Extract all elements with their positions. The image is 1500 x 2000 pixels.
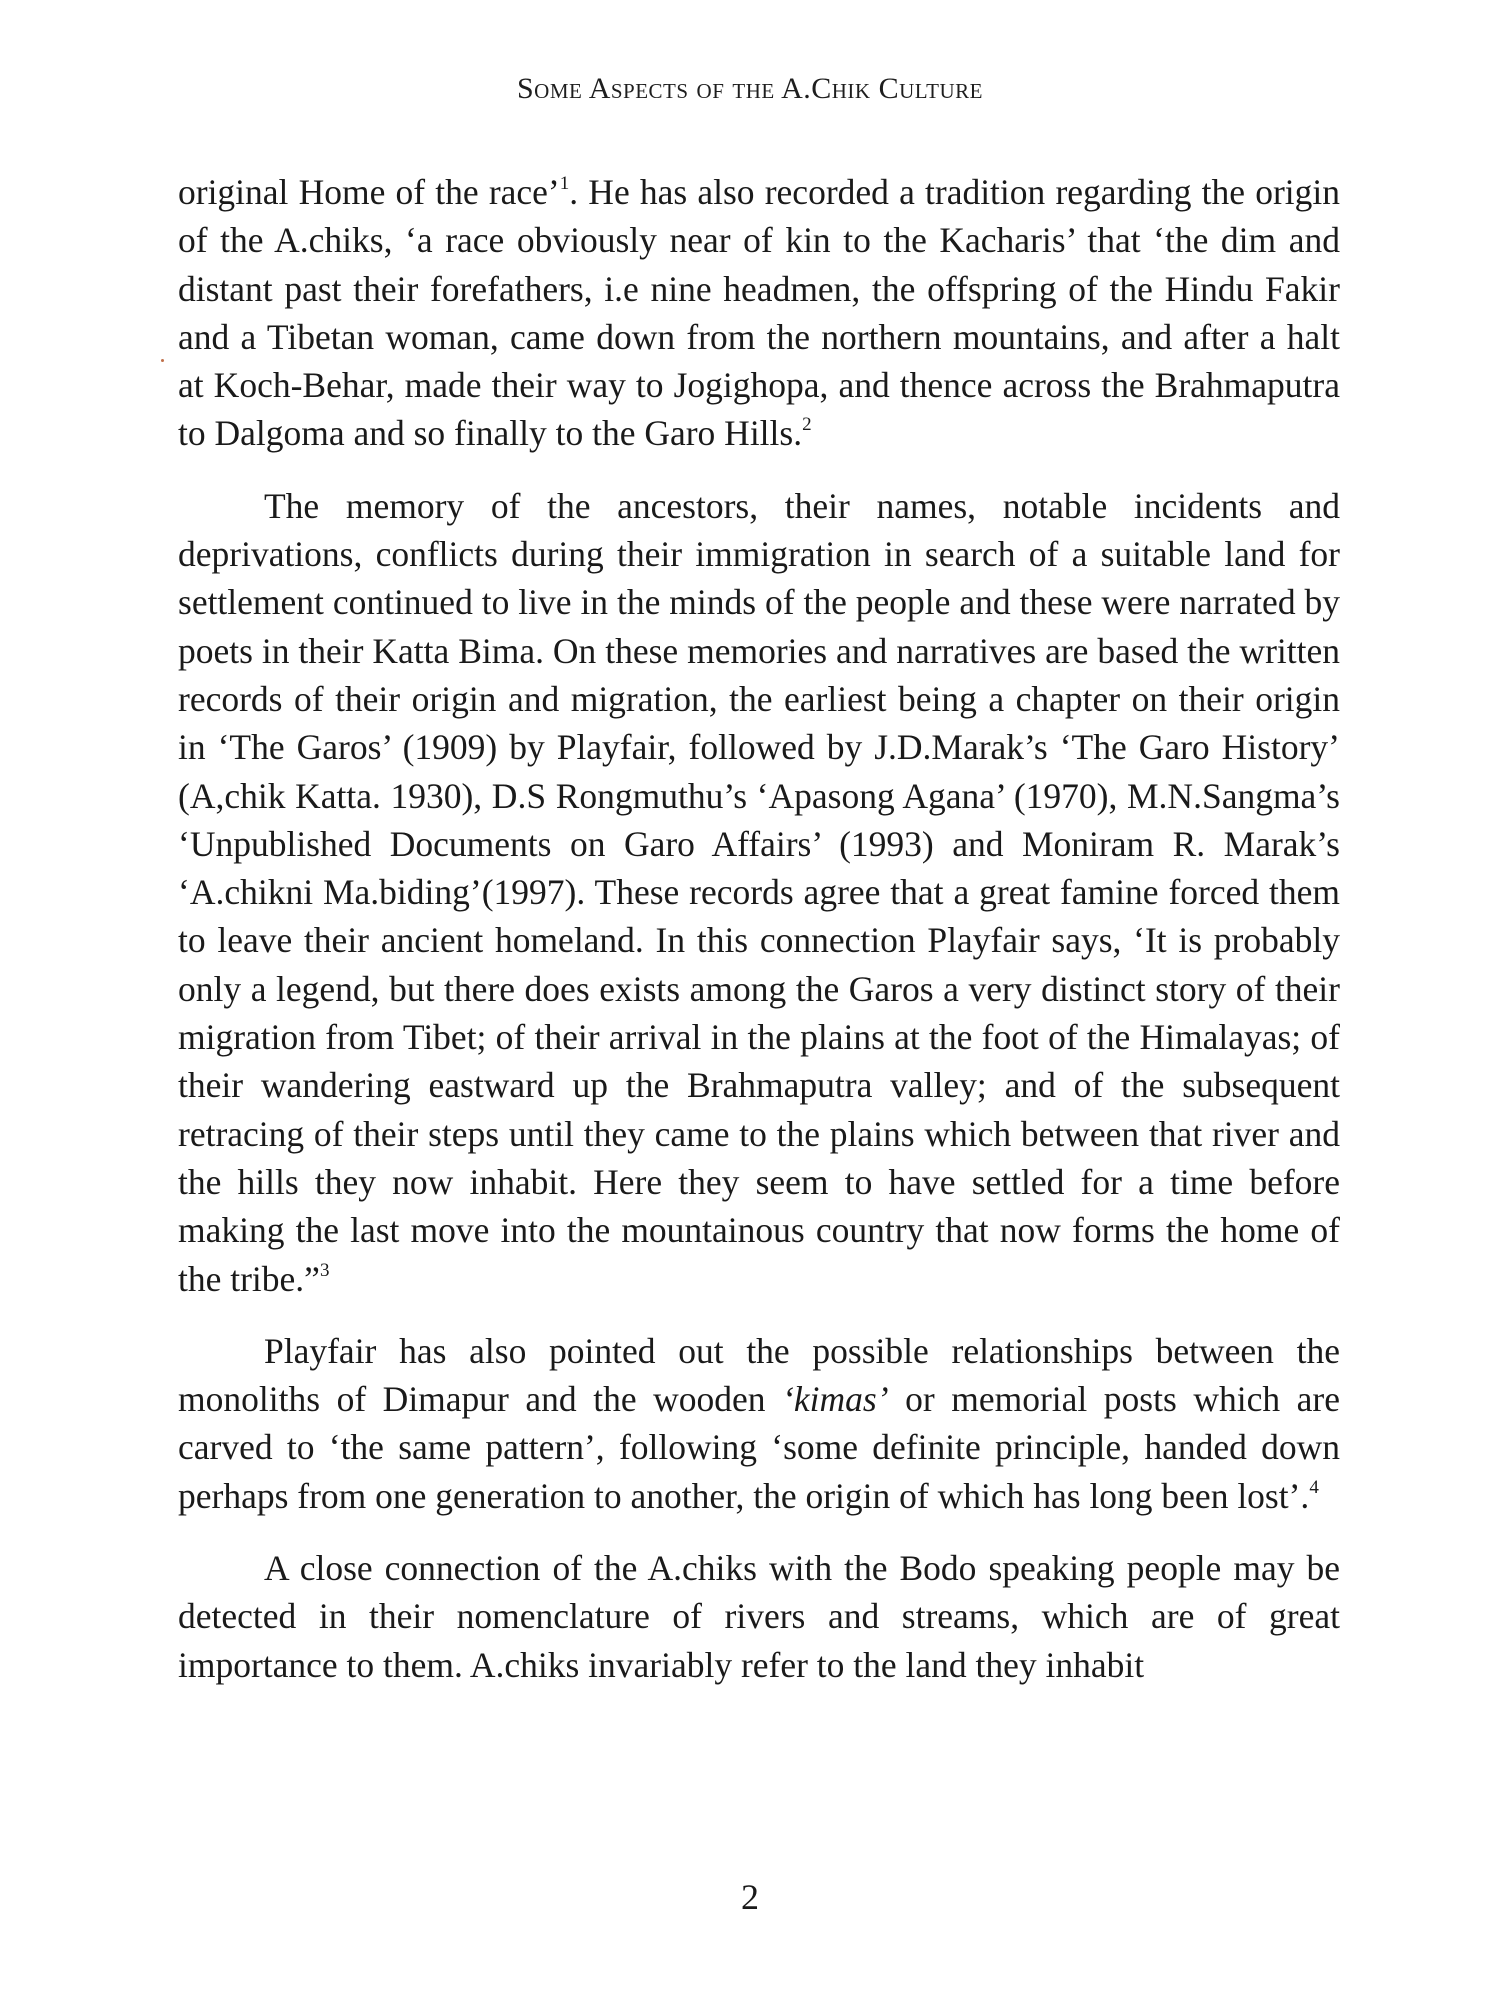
footnote-marker-4: 4 [1309, 1476, 1319, 1498]
paragraph-1 [178, 168, 1340, 458]
text-segment: or memorial posts which are carved to ‘the same pattern’, following ‘some definite principle, handed down perhaps from one generation to another, the origin of which has long been lost’. [178, 1379, 1340, 1516]
paragraph-3 [178, 1327, 1340, 1520]
page-body [178, 168, 1340, 1713]
text-segment: A close connection of the A.chiks with the Bodo speaking people may be detected in their nomenclature of rivers and streams, which are of great importance to them. A.chiks invariably refer to the land they inhabit [178, 1548, 1340, 1685]
italic-term-kimas: ‘kimas’ [782, 1379, 889, 1420]
footnote-marker-2: 2 [802, 414, 812, 436]
paragraph-4 [178, 1544, 1340, 1689]
text-segment: The memory of the ancestors, their names, notable incidents and deprivations, conflicts during their immigration in search of a suitable land for settlement continued to live in the minds of the people and these were narrated by poets in their Katta Bima. On these memories and narratives are based the written records of their origin and migration, the earliest being a chapter on their origin in ‘The Garos’ (1909) by Playfair, followed by J.D.Marak’s ‘The Garo History’ (A,chik Katta. 1930), D.S Rongmuthu’s ‘Apasong Agana’ (1970), M.N.Sangma’s ‘Unpublished Documents on Garo Affairs’ (1993) and Moniram R. Marak’s ‘A.chikni Ma.biding’(1997). These records agree that a great famine forced them to leave their ancient homeland. In this connection Playfair says, ‘It is probably only a legend, but there does exists among the Garos a very distinct story of their migration from Tibet; of their arrival in the plains at the foot of the Himalayas; of their wandering eastward up the Brahmaputra valley; and of the subsequent retracing of their steps until they came to the plains which between that river and the hills they now inhabit. Here they seem to have settled for a time before making the last move into the mountainous country that now forms the home of the tribe.” [178, 485, 1340, 1299]
text-segment: Playfair has also pointed out the possible relationships between the monoliths of Dimapur and the wooden [178, 1330, 1340, 1420]
text-segment: original Home of the race’ [178, 172, 560, 212]
footnote-marker-1: 1 [559, 173, 570, 194]
scan-speck [161, 359, 164, 362]
page-number: 2 [741, 1877, 759, 1917]
paragraph-2 [178, 482, 1340, 1303]
footnote-marker-3: 3 [319, 1259, 330, 1281]
text-segment: . He has also recorded a tradition regarding the origin of the A.chiks, ‘a race obviously near of kin to the Kacharis’ that ‘the dim and distant past their forefathers, i.e nine headmen, the offspring of the Hindu Fakir and a Tibetan woman, came down from the northern mountains, and after a halt at Koch-Behar, made their way to Jogighopa, and thence across the Brahmaputra to Dalgoma and so finally to the Garo Hills. [178, 172, 1341, 454]
running-header: Some Aspects of the A.Chik Culture [517, 72, 983, 105]
